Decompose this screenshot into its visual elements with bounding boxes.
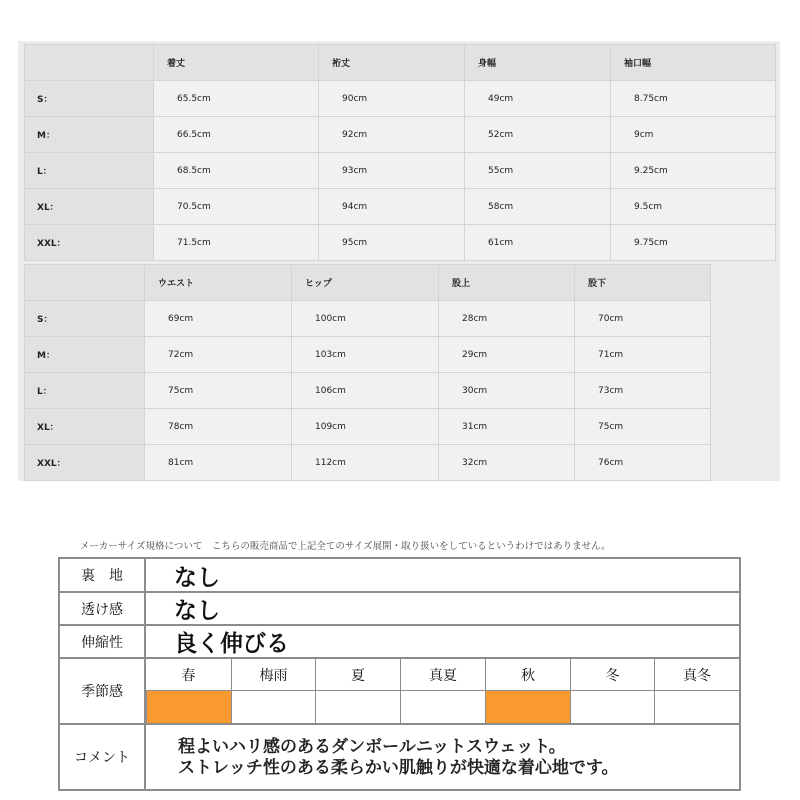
header-cell: 袖口幅 xyxy=(611,45,776,81)
table-cell: 69cm xyxy=(145,301,292,337)
table-cell: 112cm xyxy=(292,445,439,481)
season-name: 真冬 xyxy=(654,659,739,691)
table-cell: 61cm xyxy=(465,225,611,261)
table-row xyxy=(25,153,776,189)
size-label: XL： xyxy=(25,189,154,225)
size-label: XXL： xyxy=(25,225,154,261)
size-label: S： xyxy=(25,81,154,117)
table-row xyxy=(25,81,776,117)
header-cell: ウエスト xyxy=(145,265,292,301)
table-cell: 9cm xyxy=(611,117,776,153)
sheer-row xyxy=(60,593,739,626)
table-row xyxy=(25,225,776,261)
table-cell: 49cm xyxy=(465,81,611,117)
table-row xyxy=(25,301,711,337)
size-label: S： xyxy=(25,301,145,337)
table-row xyxy=(25,117,776,153)
table-cell: 9.75cm xyxy=(611,225,776,261)
season-mark-active xyxy=(146,691,231,723)
stretch-value: 良く伸びる xyxy=(174,631,289,657)
header-corner xyxy=(25,265,145,301)
header-cell: 股上 xyxy=(439,265,575,301)
lining-label: 裏 地 xyxy=(60,559,146,591)
table-row xyxy=(25,337,711,373)
size-label: L： xyxy=(25,373,145,409)
table-cell: 9.25cm xyxy=(611,153,776,189)
season-label: 季節感 xyxy=(60,659,146,723)
table-cell: 78cm xyxy=(145,409,292,445)
season-name: 梅雨 xyxy=(231,659,315,691)
comment-line: 程よいハリ感のあるダンボールニットスウェット。 xyxy=(178,737,566,757)
table-cell: 30cm xyxy=(439,373,575,409)
table-cell: 72cm xyxy=(145,337,292,373)
table-cell: 95cm xyxy=(319,225,465,261)
comment-text xyxy=(178,737,618,779)
table-header-row xyxy=(25,45,776,81)
table-cell: 29cm xyxy=(439,337,575,373)
bottom-size-table xyxy=(24,264,711,481)
table-cell: 71.5cm xyxy=(154,225,319,261)
table-cell: 68.5cm xyxy=(154,153,319,189)
comment-line: ストレッチ性のある柔らかい肌触りが快適な着心地です。 xyxy=(178,758,619,778)
table-cell: 52cm xyxy=(465,117,611,153)
season-name: 春 xyxy=(146,659,231,691)
table-cell: 65.5cm xyxy=(154,81,319,117)
table-cell: 9.5cm xyxy=(611,189,776,225)
table-row xyxy=(25,373,711,409)
table-cell: 71cm xyxy=(575,337,711,373)
table-cell: 66.5cm xyxy=(154,117,319,153)
season-name: 秋 xyxy=(485,659,570,691)
table-cell: 55cm xyxy=(465,153,611,189)
comment-row xyxy=(60,725,739,789)
table-cell: 70.5cm xyxy=(154,189,319,225)
lining-row xyxy=(60,559,739,593)
sheer-value: なし xyxy=(174,598,220,624)
season-row xyxy=(60,659,739,725)
table-cell: 81cm xyxy=(145,445,292,481)
table-cell: 70cm xyxy=(575,301,711,337)
table-cell: 90cm xyxy=(319,81,465,117)
header-corner xyxy=(25,45,154,81)
table-cell: 75cm xyxy=(575,409,711,445)
size-disclaimer-note: メーカーサイズ規格について こちらの販売商品で上記全てのサイズ展開・取り扱いをしているというわけではありません。 xyxy=(80,541,611,552)
table-cell: 31cm xyxy=(439,409,575,445)
comment-label: コメント xyxy=(60,725,146,789)
table-cell: 100cm xyxy=(292,301,439,337)
stretch-label: 伸縮性 xyxy=(60,626,146,657)
lining-value: なし xyxy=(174,564,220,591)
season-name: 夏 xyxy=(315,659,400,691)
table-cell: 8.75cm xyxy=(611,81,776,117)
table-cell: 76cm xyxy=(575,445,711,481)
size-label: XXL： xyxy=(25,445,145,481)
table-cell: 109cm xyxy=(292,409,439,445)
season-mark-empty xyxy=(231,691,315,723)
season-name: 真夏 xyxy=(400,659,485,691)
product-attributes-table xyxy=(58,557,741,791)
season-mark-empty xyxy=(315,691,400,723)
table-cell: 106cm xyxy=(292,373,439,409)
table-header-row xyxy=(25,265,711,301)
season-mark-active xyxy=(485,691,570,723)
season-name: 冬 xyxy=(570,659,654,691)
table-row xyxy=(25,445,711,481)
header-cell: 裄丈 xyxy=(319,45,465,81)
table-cell: 93cm xyxy=(319,153,465,189)
season-mark-empty xyxy=(654,691,739,723)
table-cell: 94cm xyxy=(319,189,465,225)
header-cell: 身幅 xyxy=(465,45,611,81)
table-cell: 73cm xyxy=(575,373,711,409)
header-cell: 着丈 xyxy=(154,45,319,81)
season-grid xyxy=(146,659,739,723)
table-cell: 28cm xyxy=(439,301,575,337)
stretch-row xyxy=(60,626,739,659)
size-label: XL： xyxy=(25,409,145,445)
size-label: M： xyxy=(25,117,154,153)
table-cell: 103cm xyxy=(292,337,439,373)
table-row xyxy=(25,189,776,225)
sheer-label: 透け感 xyxy=(60,593,146,624)
header-cell: 股下 xyxy=(575,265,711,301)
table-cell: 58cm xyxy=(465,189,611,225)
season-mark-empty xyxy=(400,691,485,723)
size-label: M： xyxy=(25,337,145,373)
table-cell: 75cm xyxy=(145,373,292,409)
table-row xyxy=(25,409,711,445)
season-mark-empty xyxy=(570,691,654,723)
size-label: L： xyxy=(25,153,154,189)
header-cell: ヒップ xyxy=(292,265,439,301)
table-cell: 92cm xyxy=(319,117,465,153)
top-size-table xyxy=(24,44,776,261)
table-cell: 32cm xyxy=(439,445,575,481)
